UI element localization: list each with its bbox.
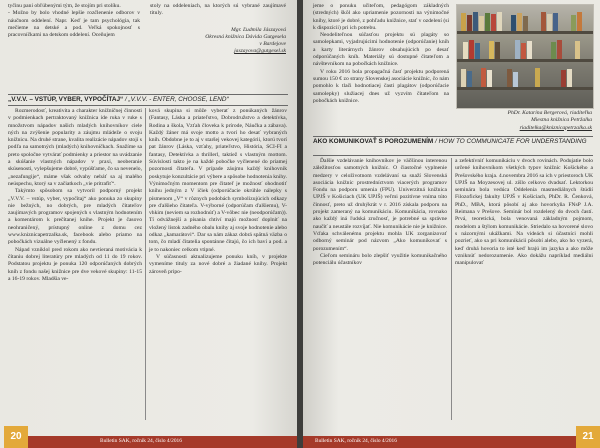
footer-bar [303, 436, 576, 448]
column-divider [451, 158, 452, 420]
left-column-1 [8, 108, 142, 283]
left-column-2 [149, 108, 287, 276]
right-page [303, 0, 600, 448]
page-number: 20 [4, 426, 28, 448]
paragraph: stoly na oddeleniach, na ktorých sú vybrané zaujímavé tituly. [150, 3, 286, 17]
section-heading [313, 138, 593, 146]
footer-text: Bulletin SAK, ročník 24, číslo 4/2016 [100, 438, 182, 444]
paragraph: Nápad vzniklol pred rokom ako nevtieraná motivácia k čítaniu dobrej literatúry pre mladých od 11 do 19 rokov. Podstatou projektu je ponuka 120 odporúčaných dobrých kníh z fondu našej knižnice pre dve vekové skupiny: 11-15 a 16-19 rokov. Mladšia ve- [8, 246, 142, 282]
left-page [0, 0, 297, 448]
paragraph: Rozmerodosť, kreativita a charakter knižničnej činnosti v podmienkach pertraktovaný knižnica ide ruka v ruke s množstvom nápadov našich mladých knihovníkov ciele ných na zvýšenie popularity a záujmu mládeže o svoju knižnicu. Na druhé strane, kvalita realizácie nápadov stojí s podľa na samotných (mladých) knihovníčkach. Snažíme sa preto spoločne vytvárať podmienky a priestor na uvádzanie a skúšanie vlastných nápadov v praxi, neoberanie skúsenosti, vylepšujeme dobré, vypúšťame, čo sa nevenelo, „nezafungije“, máme však odvahy nebáť sa aj malého neúspechu, ktorý sa v začiatkoch „vie pritrafiť“. [8, 108, 142, 187]
signature-org: Okresná knižnica Dávida Gutgesela [205, 33, 286, 40]
right-column-2 [455, 158, 593, 267]
caption-name: PhDr. Katarína Bergerová, riaditeľka [507, 110, 592, 116]
paragraph: V roku 2016 bola propagačná časť projektu podporená sumou 150 € zo strany Slovenskej asociácie knižníc, čo nám pomohlo k tlači hodnotiacej časti plagátov (odporúčacie samolepky) služiacej dnes už vyzvím čitateľom na pobočkách knižnice. [313, 68, 449, 104]
paragraph: Takýmto spôsobom sa vytvoril podporný projekt „V.V.V. – vstúp, vyber, vypočítaj“ ako ponuka zo skupiny nie bežných, no dobrých, pre mladých čitateľov zaujímavých programov spojených s vlastným hodnotením a komentárom k prečítanej knihe. Projekt je časovo neohraničený, prístupný online z domu cez www.kniznicapetrzalka.sk, facebook alebo priamo na pobočkách vizuálne vyčlenený z fondu. [8, 188, 142, 246]
column-divider [145, 108, 146, 420]
right-column-1 [313, 158, 447, 267]
caption-org: Miestna knižnica Petržalka [531, 117, 592, 124]
paragraph: ková skupina si môže vyberať z ponúkaných žánrov (Fantasy, Láska a priateľstvo, Dobrodružstvo a detektívka, Rodina a škola, Vzťah človeka k prírode, Náučka a zábava). Každý žáner má svoje motto a tvorí ho desať vybraných kníh. Obdobne je to aj v staršej vekovej kategórii, ktorú tvorí pat žánrov (Láska, vzťahy, priateľstvo, História, SCI-FI a fantasy, Detektívka a thrillerl, taktiež s vlastným mottom. Súvislosti takto je na každé pobočke vyčlenené do priamej pozornosti čitateľa. V prípade záujmu každý knihovník poskytuje konzultácie pri výbere a spôsobe hodnotenia knihy. Výnimočným momentom pre čitateľ je možnosť ohodnotiť knihu jedným z V ičiek (odporúčacie okrúhle nálepky s písmenom „V“ v rôznych podobách symbolizujúcich odkazy pre ďalšieho čitateľa. V-výborné (odporúčam ďalšiemu), V-vhkim (neviem sa rozhodnúť) a V-vôbec nie (neodporúčam)). Tí odvážnejší a písania chtiví majú možnosť doplniť na vložený lístok zadného obalu knihy aj svoje hodnotenie alebo odkaz „kamarátovi“. Dar sa nám zákaz dobrá spätná väzba o tom, čo mladí čitatelia spontánne čítajú, čo ich baví a pod. a je to nakoniec celkom vtipné. [149, 108, 287, 253]
signature-name: Mgr. Ľudmila Jászayová [231, 26, 286, 33]
section-rule [313, 155, 593, 156]
heading-translation: / „V.V.V. - ENTER, CHOOSE, LEND“ [123, 96, 229, 103]
footer-text: Bulletin SAK, ročník 24, číslo 4/2016 [315, 438, 397, 444]
heading-title: „V.V.V. – VSTÚP, VYBER, VYPOČÍTAJ“ [8, 96, 124, 103]
paragraph: tyčinu pani obľúbenými tým, že stojím pri stolíku. [8, 3, 121, 9]
paragraph: V súčasnosti aktualizujeme ponuku kníh, v projekte vymeníme tituly za nové dobré a žiadané knihy. Projekt zároveň pripo- [149, 253, 287, 275]
caption-email[interactable]: riaditelka@kniznicapetrzalka.sk [519, 124, 592, 131]
signature-email[interactable]: jaszayova@gutgesel.sk [234, 48, 286, 55]
left-top-column-2 [150, 3, 286, 56]
photo-caption [456, 110, 592, 132]
section-heading [8, 96, 292, 104]
section-rule [8, 94, 288, 95]
paragraph: jeme o ponuku učiteľom, pedagógom základných (stredných) škôl ako upriamenie pozornosti na výnimočné knihy, ktoré je dobré, z pohľadu knižnice, stať v ozdelení (si k dispozícii) pri ich potrebu. [313, 3, 449, 31]
page-number: 21 [576, 426, 600, 448]
paragraph: Neodeliteľnou súčasťou projektu sú plagáty so samolepkami, vyjadrujúcimi hodnotenie (odporúčanie) kníh a karty literárnych žánrov obsahujúcich po desať odporúčaných kníh. Materiály sú dostupné čitateľom a návštevníkom na pobočkách knižnice. [313, 32, 449, 68]
bullet-item: - Možno by bolo vhodné lepšie rozčlenenie odborov v náučnom oddelení. Napr. Keď je tam psychológia, tak mečieme na detské a pod. Veľká spokojnosť s pracovníčkami na detskom oddelení. Oceňujem [8, 10, 140, 39]
footer-bar [24, 436, 297, 448]
signature-block [150, 27, 286, 56]
right-top-column-1 [313, 3, 449, 105]
heading-title: AKO KOMUNIKOVAŤ S POROZUMENÍM [313, 138, 434, 145]
section-rule [313, 136, 593, 137]
left-top-column-1 [8, 3, 140, 39]
paragraph: a zefektívniť komunikáciu v dvoch rovinách. Podujatie bolo určené knihovníkom všetkých typov knižníc Košického a Prešovského kraja. 4.novembra 2016 sa ich v priestoroch UK UPJŠ na Moyzesovej ul. zišlo celkovo dvadsať. Lektorkou seminára bola vedúca Oddelenia masmediálnych štúdií Filozofickej fakulty UPJŠ v Košiciach, PhDr. R. Čenková, PhD., MBA, ktorá pôsobí aj ako hovorkyňa FNsP J.A. Reimana v Prešove. Seminár bol rozdelený do dvoch častí. Prvá, teoretická, bola venovaná základným pojmom, modelom a štýlom komunikácie. Striedalo sa hovorené slovo s názornými ukážkami. Na videách si účastníci mohli pozrieť, ako sa pri komunikácii pôsobí alebo, ako ho vyzerá, keď druhá hovoria to isté keď hrajú im jazyka a ako môže vzniknúť nedorozumenie. Ako dokážu napríklad mediálni manipulovať [455, 158, 593, 267]
paragraph: Ďalšie vzdelávanie knihovníkov je väčšinou interenou záležitosťou samotných knižníc. O čiastočné vyplnenie medzery v celoživotnom vzdelávaní sa snaží Slovenská asociácia knižníc prostredníctvom viacerých programov Fondu na podporu umenia (FPU). Univerzitná knižnica UPJŠ v Košiciach (UK UPJŠ) veľmi pozitívne vníma túto činnosť, preto už druhýkrát v r. 2016 získala podporu na projekt zameraný na komunikáciu. Komunikácia, rovnako ako každý iná ľudská zručnosť, je potrebné sa správne naučiť a neustále rozvíjať. Nie komunikácie nie je knižnice. Vďaka schválenému projektu mohla UK zorganizovať odborný seminár pod názvom „Ako komunikovať s porozumením“. [313, 158, 448, 252]
library-photo [456, 4, 594, 109]
signature-city: v Bardejove [259, 41, 286, 48]
heading-translation: / HOW TO COMMUNICATE FOR UNDERSTANDING [433, 138, 587, 145]
paragraph: Cieľom semináru bolo zlepšiť využitie komunikačného potenciálu účastníkov [313, 252, 447, 267]
section-rule [8, 105, 288, 106]
